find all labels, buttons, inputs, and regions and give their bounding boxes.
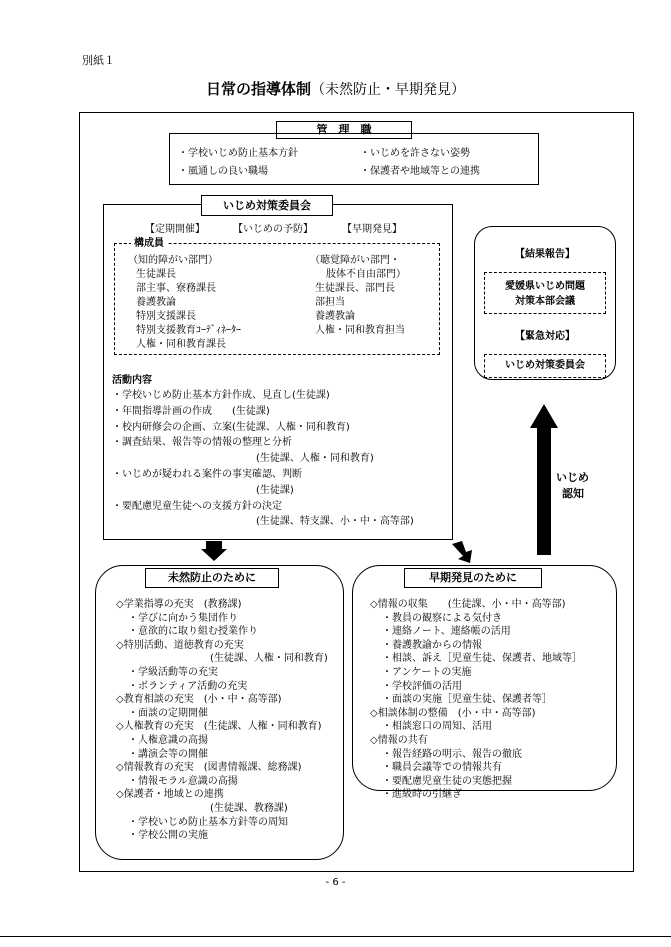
- activity-line: ・いじめが疑われる案件の事実確認、判断: [112, 468, 302, 480]
- member-line: 生徒課長: [136, 269, 176, 280]
- member-line: 部担当: [315, 297, 345, 308]
- early-line: ・教員の観察による気付き: [382, 612, 502, 624]
- management-item: ・風通しの良い職場: [178, 166, 268, 177]
- member-line: 人権・同和教育課長: [136, 339, 226, 350]
- diagonal-arrow-icon: [452, 541, 472, 563]
- bottom-rule: [0, 936, 671, 937]
- prevention-line: ・学びに向かう集団作り: [128, 612, 238, 624]
- early-detection-label: 早期発見のために: [404, 568, 542, 588]
- result-box-line: 対策本部会議: [515, 296, 575, 307]
- prevention-line: ◇学業指導の充実 (教務課): [116, 599, 242, 610]
- prevention-line: ◇人権教育の充実 (生徒課、人権・同和教育): [116, 721, 322, 733]
- early-line: ・面談の実施［児童生徒、保護者等］: [382, 694, 552, 706]
- early-line: ・要配慮児童生徒の実態把握: [382, 775, 512, 787]
- activity-line: (生徒課、人権・同和教育): [256, 453, 374, 465]
- early-line: ◇相談体制の整備 (小・中・高等部): [370, 707, 536, 719]
- down-arrow-icon: [201, 541, 227, 561]
- activity-line: ・学校いじめ防止基本方針作成、見直し(生徒課): [112, 390, 330, 401]
- prevention-line: ・ボランティア活動の充実: [128, 680, 248, 692]
- urgent-label: 【緊急対応】: [515, 331, 575, 342]
- management-label: 管 理 職: [276, 121, 412, 139]
- early-line: ◇情報の収集 (生徒課、小・中・高等部): [370, 599, 566, 610]
- prevention-line: ・人権意識の高揚: [128, 734, 208, 746]
- early-line: ・報告経路の明示、報告の徹底: [382, 748, 522, 760]
- prevention-label: 未然防止のために: [145, 568, 279, 588]
- early-line: ・相談窓口の周知、活用: [382, 721, 492, 733]
- early-line: ・学校評価の活用: [382, 680, 462, 692]
- prevention-line: (生徒課、教務課): [210, 802, 288, 814]
- committee-label: いじめ対策委員会: [201, 195, 333, 216]
- prevention-line: ◇教育相談の充実 (小・中・高等部): [116, 694, 282, 706]
- member-line: 肢体不自由部門）: [326, 269, 406, 280]
- activity-line: ・年間指導計画の作成 (生徒課): [112, 405, 270, 417]
- member-line: 人権・同和教育担当: [315, 325, 405, 336]
- prevention-line: ・学校いじめ防止基本方針等の周知: [128, 816, 288, 828]
- title-main: 日常の指導体制: [205, 80, 311, 98]
- member-line: 特別支援教育ｺｰﾃﾞｨﾈｰﾀｰ: [136, 325, 241, 336]
- members-label: 構成員: [131, 237, 167, 251]
- prevention-line: ・学級活動等の充実: [128, 666, 218, 678]
- urgent-box-text: いじめ対策委員会: [505, 360, 585, 371]
- member-line: 特別支援課長: [136, 311, 196, 322]
- member-line: 部主事、寮務課長: [136, 283, 216, 294]
- early-line: ・進級時の引継ぎ: [382, 789, 462, 801]
- prevention-line: ◇保護者・地域との連携: [116, 789, 224, 801]
- early-line: ・養護教諭からの情報: [382, 639, 482, 651]
- attachment-label: 別紙１: [82, 54, 115, 67]
- activity-line: ・調査結果、報告等の情報の整理と分析: [112, 437, 292, 449]
- member-line: 養護教論: [315, 311, 355, 322]
- arrow-label-line: 認知: [562, 487, 584, 500]
- committee-tag: 【早期発見】: [342, 224, 402, 235]
- prevention-line: (生徒課、人権・同和教育): [210, 653, 328, 665]
- activity-line: ・要配慮児童生徒への支援方針の決定: [112, 500, 282, 512]
- result-report-label: 【結果報告】: [515, 249, 575, 260]
- management-item: ・学校いじめ防止基本方針: [178, 148, 298, 159]
- title-sub: （未然防止・早期発見）: [311, 82, 465, 98]
- page-number: - 6 -: [325, 877, 346, 888]
- prevention-line: ◇特別活動、道徳教育の充実: [116, 639, 244, 651]
- early-line: ・アンケートの実施: [382, 666, 472, 678]
- member-line: （知的障がい部門）: [128, 255, 218, 266]
- member-line: 生徒課長、部門長: [315, 283, 395, 294]
- activities-label: 活動内容: [112, 375, 152, 386]
- prevention-line: ・意欲的に取り組む授業作り: [128, 626, 258, 638]
- up-arrow-icon: [530, 404, 558, 555]
- member-line: 養護教論: [136, 297, 176, 308]
- activity-line: ・校内研修会の企画、立案(生徒課、人権・同和教育): [112, 421, 350, 433]
- prevention-list: [116, 598, 328, 843]
- prevention-line: ・情報モラル意識の高揚: [128, 775, 238, 787]
- result-box-line: 愛媛県いじめ問題: [505, 281, 585, 292]
- member-line: （聴覚障がい部門・: [310, 255, 400, 266]
- early-line: ・職員会議等での情報共有: [382, 762, 502, 774]
- early-line: ・連絡ノート、連絡帳の活用: [382, 626, 511, 638]
- early-detection-list: [370, 598, 582, 802]
- arrow-label-line: いじめ: [556, 471, 589, 484]
- early-line: ◇情報の共有: [370, 734, 428, 746]
- prevention-line: ・面談の定期開催: [128, 707, 208, 719]
- management-item: ・保護者や地域等との連携: [360, 166, 480, 177]
- committee-tag: 【いじめの予防】: [233, 224, 313, 235]
- activity-line: (生徒課): [256, 484, 294, 496]
- prevention-line: ・講演会等の開催: [128, 748, 208, 760]
- management-item: ・いじめを許さない姿勢: [360, 148, 470, 159]
- prevention-line: ・学校公開の実施: [128, 830, 208, 842]
- early-line: ・相談、訴え［児童生徒、保護者、地域等］: [382, 653, 582, 665]
- prevention-line: ◇情報教育の充実 (図書情報課、総務課): [116, 762, 302, 774]
- activity-line: (生徒課、特支課、小・中・高等部): [256, 516, 414, 528]
- committee-tag: 【定期開催】: [145, 224, 205, 235]
